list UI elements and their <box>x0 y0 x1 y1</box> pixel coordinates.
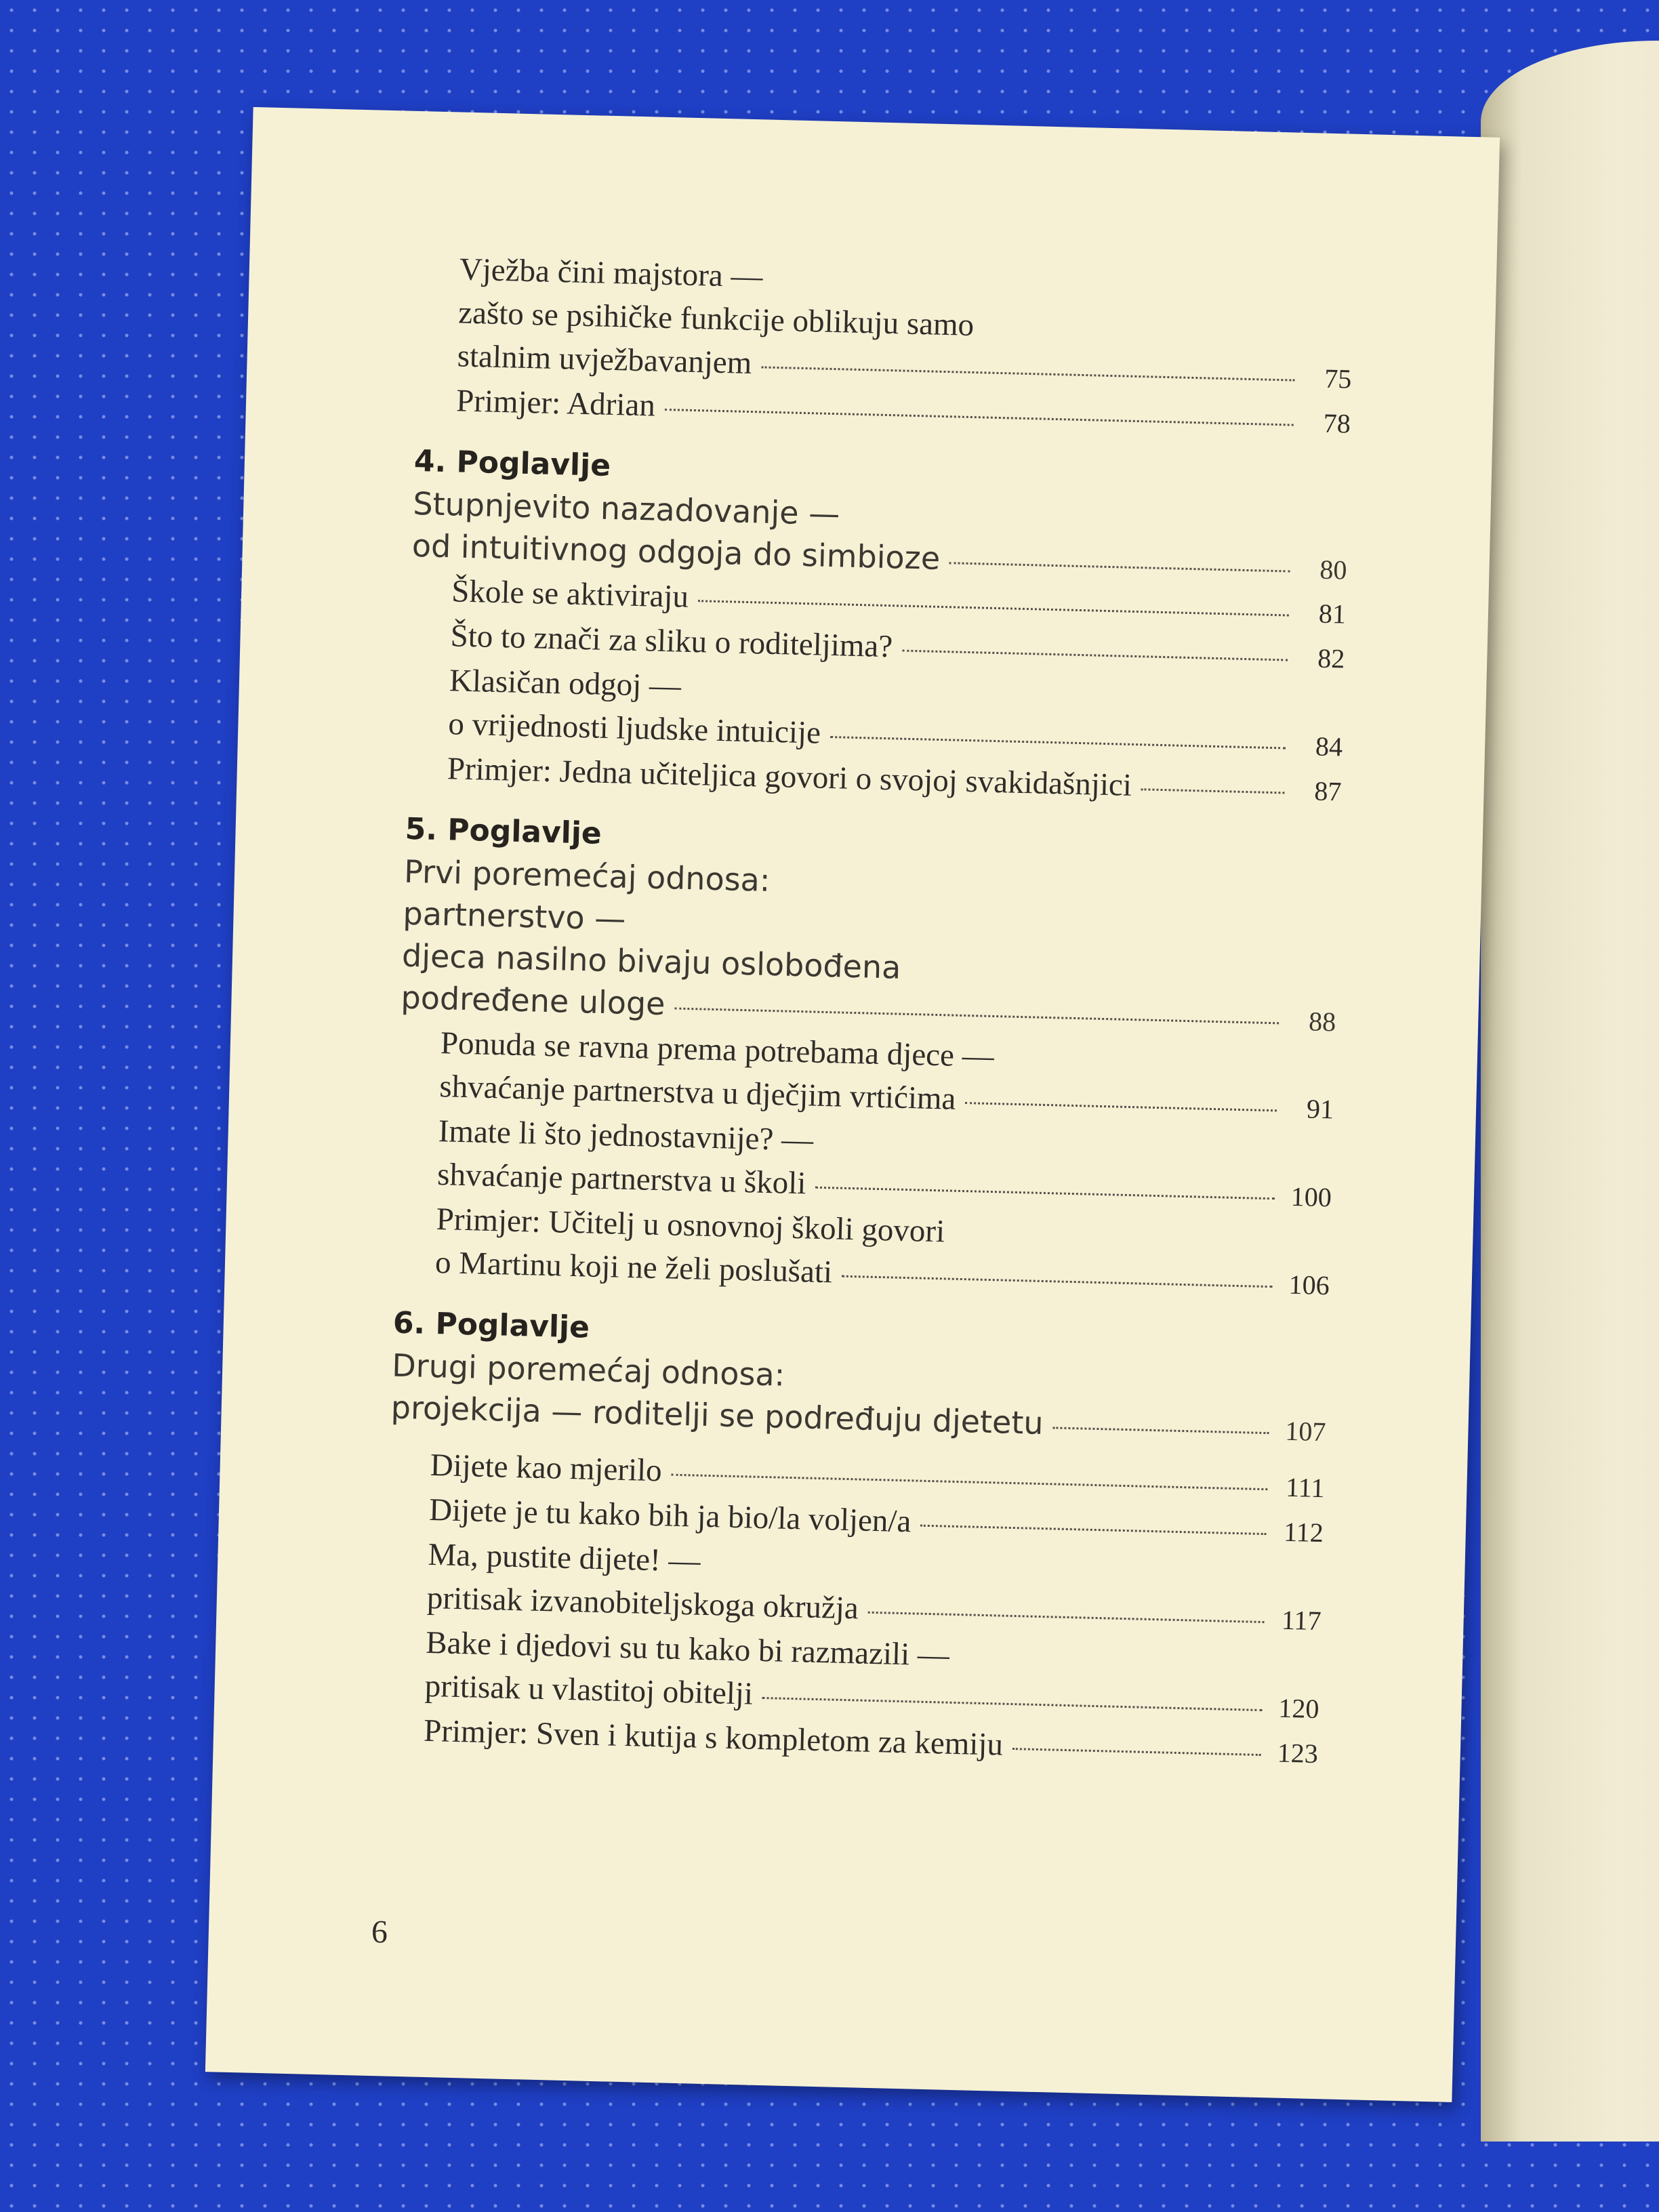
leader-dots <box>949 562 1290 572</box>
chapter-title-line: djeca nasilno bivaju oslobođena <box>401 937 901 986</box>
leader-dots <box>868 1612 1265 1623</box>
toc-entry-title: stalnim uvježbavanjem <box>457 338 752 382</box>
toc-page-number: 91 <box>1306 1093 1334 1125</box>
toc-page-number: 80 <box>1319 554 1348 586</box>
toc-page-number: 106 <box>1288 1269 1330 1301</box>
chapter-heading: 5. Poglavlje <box>405 811 602 851</box>
toc-entry-title: shvaćanje partnerstva u dječjim vrtićima <box>438 1069 957 1117</box>
toc-entry-title: pritisak u vlastitoj obitelji <box>424 1668 754 1712</box>
toc-page-number: 123 <box>1277 1737 1319 1769</box>
facing-page <box>1481 41 1659 2142</box>
toc-entry-title: Škole se aktiviraju <box>451 573 689 615</box>
toc-page-number: 87 <box>1313 775 1343 807</box>
leader-dots <box>762 1697 1263 1711</box>
chapter-title-line: partnerstvo — <box>403 895 626 937</box>
toc-entry-line: zašto se psihičke funkcije oblikuju samo <box>457 295 975 344</box>
toc-page-number: 100 <box>1290 1181 1332 1213</box>
toc-entry-line: Primjer: Učitelj u osnovnoj školi govori <box>436 1202 945 1250</box>
leader-dots <box>1141 788 1285 794</box>
leader-dots <box>815 1187 1275 1200</box>
toc-entry-line: Ponuda se ravna prema potrebama djece — <box>440 1025 995 1075</box>
leader-dots <box>920 1525 1267 1535</box>
toc-entry-line: Klasičan odgoj — <box>449 663 682 704</box>
toc-entry-line: Vježba čini majstora — <box>459 251 764 295</box>
toc-page-number: 112 <box>1283 1516 1324 1549</box>
chapter-title-line: podređene uloge <box>401 979 666 1023</box>
leader-dots <box>671 1474 1267 1491</box>
leader-dots <box>965 1102 1277 1111</box>
toc-page-number: 81 <box>1318 598 1347 630</box>
toc-entry-title: Dijete je tu kako bih ja bio/la voljen/a <box>428 1492 912 1540</box>
book-page <box>205 107 1500 2102</box>
leader-dots <box>698 600 1289 616</box>
leader-dots <box>674 1008 1279 1025</box>
toc-page-number: 82 <box>1317 642 1345 674</box>
toc-entry-title: o vrijednosti ljudske intuicije <box>447 706 821 751</box>
leader-dots <box>830 736 1286 749</box>
toc-entry-line: Imate li što jednostavnije? — <box>438 1113 814 1158</box>
leader-dots <box>761 366 1294 381</box>
leader-dots <box>842 1275 1273 1288</box>
toc-entry-title: Primjer: Jedna učiteljica govori o svojoj svakidašnjici <box>447 751 1132 803</box>
chapter-title-line: Stupnjevito nazadovanje — <box>412 485 840 533</box>
toc-entry-title: o Martinu koji ne želi poslušati <box>434 1245 833 1290</box>
toc-page-number: 75 <box>1324 363 1352 394</box>
toc-entry-title: shvaćanje partnerstva u školi <box>436 1157 807 1202</box>
toc-page-number: 107 <box>1284 1415 1326 1448</box>
toc-entry-line: Bake i djedovi su tu kako bi razmazili — <box>425 1624 950 1673</box>
chapter-title-line: od intuitivnog odgoja do simbioze <box>411 527 941 577</box>
table-of-contents <box>382 247 1354 1776</box>
page-number: 6 <box>371 1914 388 1950</box>
leader-dots <box>1012 1748 1261 1756</box>
chapter-title-line: Drugi poremećaj odnosa: <box>391 1347 785 1393</box>
chapter-title-line: Prvi poremećaj odnosa: <box>403 853 771 899</box>
toc-page-number: 84 <box>1315 731 1343 762</box>
leader-dots <box>665 409 1294 426</box>
chapter-title-line: projekcija — roditelji se podređuju djetetu <box>390 1389 1044 1442</box>
chapter-heading: 4. Poglavlje <box>413 443 611 483</box>
leader-dots <box>1052 1427 1269 1434</box>
toc-entry-title: Što to znači za sliku o roditeljima? <box>450 618 893 665</box>
toc-entry-title: Dijete kao mjerilo <box>430 1447 663 1489</box>
toc-entry-title: Primjer: Adrian <box>455 383 656 424</box>
chapter-heading: 6. Poglavlje <box>392 1305 590 1345</box>
toc-page-number: 78 <box>1323 407 1351 439</box>
toc-entry-title: Primjer: Sven i kutija s kompletom za kemiju <box>423 1713 1004 1763</box>
leader-dots <box>902 650 1288 661</box>
toc-page-number: 88 <box>1308 1006 1336 1038</box>
toc-entry-title: pritisak izvanobiteljskoga okružja <box>426 1580 859 1626</box>
toc-page-number: 120 <box>1277 1692 1319 1725</box>
toc-page-number: 117 <box>1281 1604 1322 1637</box>
toc-page-number: 111 <box>1285 1471 1325 1504</box>
toc-entry-line: Ma, pustite dijete! — <box>427 1536 701 1579</box>
